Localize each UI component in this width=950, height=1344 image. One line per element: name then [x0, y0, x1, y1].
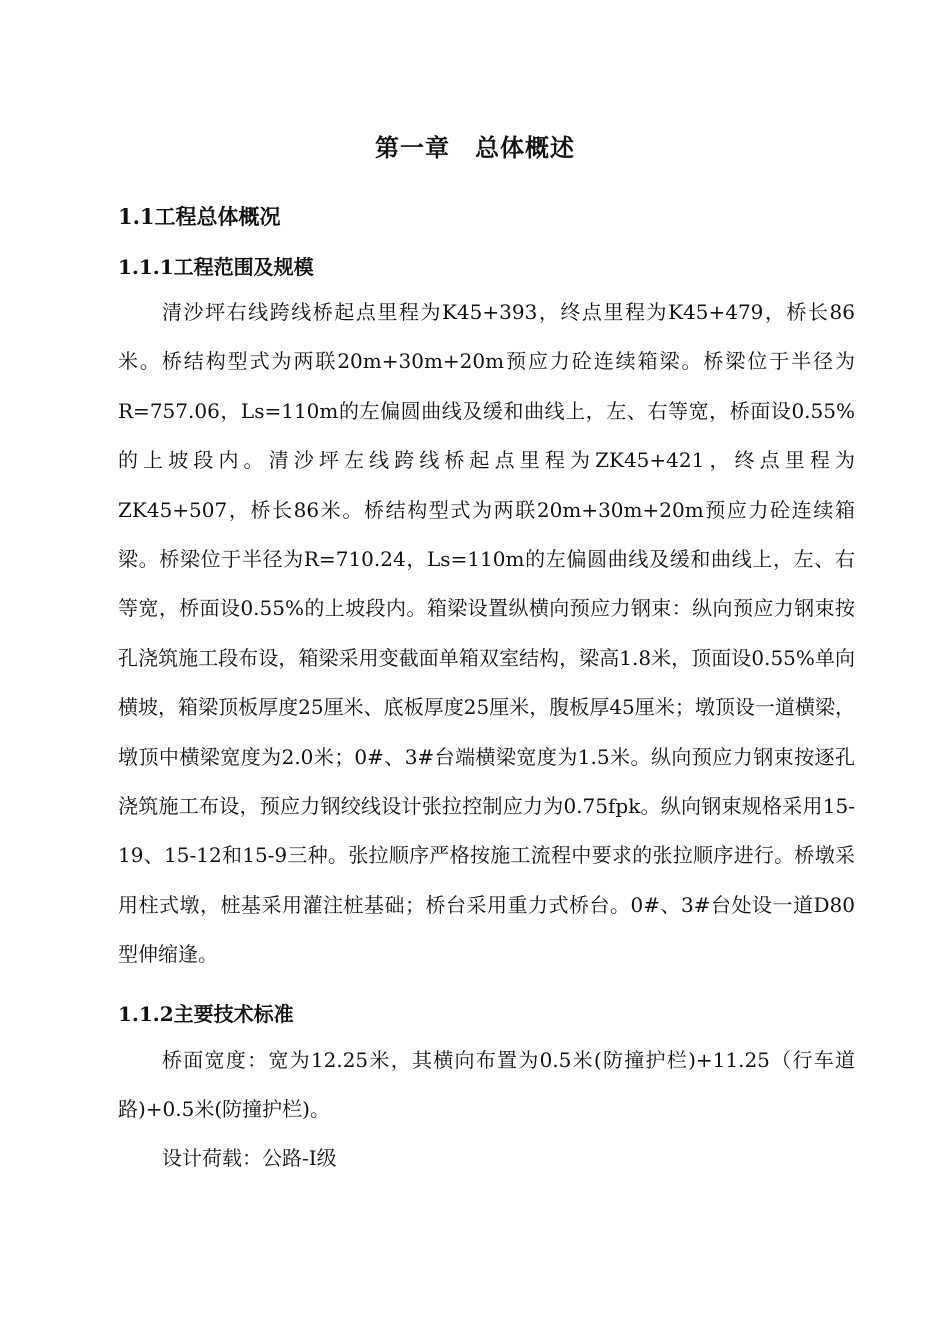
paragraph-design-load: 设计荷载：公路-Ⅰ级 [162, 1146, 337, 1170]
paragraph-deck-width: 桥面宽度：宽为12.25米，其横向布置为0.5米(防撞护栏)+11.25（行车道路)+0.5米(防撞护栏)。 [118, 1048, 855, 1122]
section-heading-1-1-2: 1.1.2主要技术标准 [118, 1002, 294, 1026]
chapter-title: 第一章 总体概述 [375, 133, 575, 162]
section-heading-1-1-1: 1.1.1工程范围及规模 [118, 255, 314, 279]
section-heading-1-1: 1.1工程总体概况 [118, 204, 281, 229]
paragraph-project-scope: 清沙坪右线跨线桥起点里程为K45+393，终点里程为K45+479，桥长86米。桥结构型式为两联20m+30m+20m预应力砼连续箱梁。桥梁位于半径为R=757.06，Ls=110m的左偏圆曲线及缓和曲线上，左、右等宽，桥面设0.55%的上坡段内。清沙坪左线跨线桥起点里程为ZK45+421，终点里程为ZK45+507，桥长86米。桥结构型式为两联20m+30m+20m预应力砼连续箱梁。桥梁位于半径为R=710.24，Ls=110m的左偏圆曲线及缓和曲线上，左、右等宽，桥面设0.55%的上坡段内。箱梁设置纵横向预应力钢束：纵向预应力钢束按孔浇筑施工段布设，箱梁采用变截面单箱双室结构，梁高1.8米，顶面设0.55%单向横坡，箱梁顶板厚度25厘米、底板厚度25厘米，腹板厚45厘米；墩顶设一道横梁，墩顶中横梁宽度为2.0米；0#、3#台端横梁宽度为1.5米。纵向预应力钢束按逐孔浇筑施工布设，预应力钢绞线设计张拉控制应力为0.75fpk。纵向钢束规格采用15-19、15-12和15-9三种。张拉顺序严格按施工流程中要求的张拉顺序进行。桥墩采用柱式墩，桩基采用灌注桩基础；桥台采用重力式桥台。0#、3#台处设一道D80型伸缩逢。 [118, 300, 855, 967]
